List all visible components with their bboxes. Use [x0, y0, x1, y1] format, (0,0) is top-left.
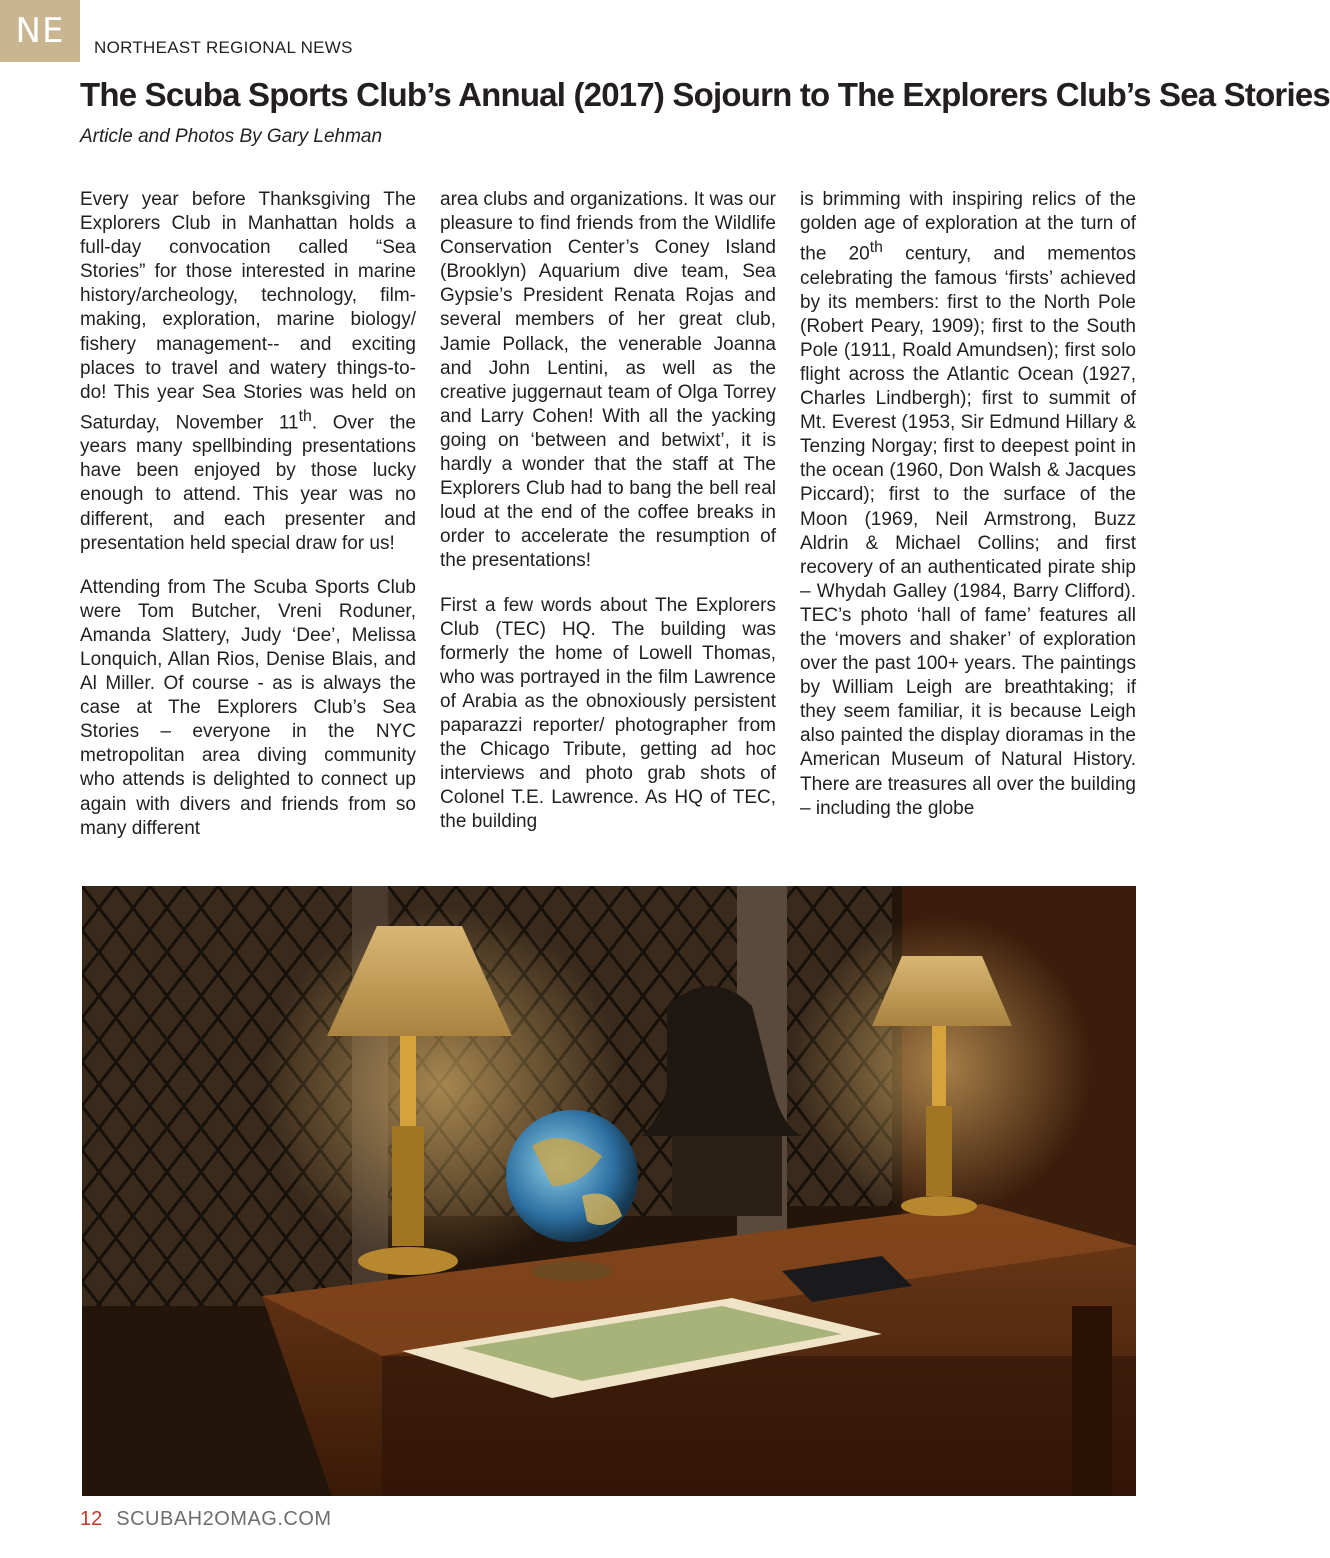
right-lamp-base: [901, 1196, 977, 1216]
left-lamp-base: [358, 1247, 458, 1275]
byline: Article and Photos By Gary Lehman: [80, 126, 383, 147]
paragraph: [80, 188, 416, 556]
paragraph: Attending from The Scuba Sports Club were Tom Butcher, Vreni Roduner, Amanda Slattery, Judy ‘Dee’, Melissa Lonquich, Allan Rios, Denise Blais, and Al Miller. Of course - as is always the case at The Explorers Club’s Sea Stories – everyone in the NYC metropolitan area diving community who attends is delighted to connect up again with divers and friends from so many different: [80, 576, 416, 839]
explorers-club-desk-photo: [82, 886, 1136, 1496]
ordinal-suffix: th: [869, 239, 883, 257]
site-url: SCUBAH2OMAG.COM: [116, 1508, 332, 1530]
text-column-1: [80, 188, 416, 861]
section-tab: NE: [0, 0, 80, 62]
page-footer: [80, 1508, 332, 1531]
text-column-2: [440, 188, 776, 854]
page-number: 12: [80, 1508, 103, 1530]
article-title: The Scuba Sports Club’s Annual (2017) Sojourn to The Explorers Club’s Sea Stories: [80, 76, 1330, 113]
text-run: . Over the years many spellbinding presentations have been enjoyed by those lucky enough to attend. This year was no different, and each presenter and presentation held special draw for us!: [80, 412, 416, 554]
photo-illustration: [82, 886, 1136, 1496]
ordinal-suffix: th: [298, 407, 312, 425]
text-column-3: [800, 188, 1136, 864]
carved-desk-leg: [1072, 1306, 1112, 1496]
text-run: is brimming with inspiring relics of the golden age of exploration at the turn of the 20: [800, 189, 1136, 265]
paragraph: [800, 188, 1136, 821]
paragraph: First a few words about The Explorers Club (TEC) HQ. The building was formerly the home of Lowell Thomas, who was portrayed in the film Lawrence of Arabia as the obnoxiously persistent paparazzi reporter/ photographer from the Chicago Tribute, getting ad hoc interviews and photo grab shots of Colonel T.E. Lawrence. As HQ of TEC, the building: [440, 594, 776, 833]
text-run: century, and mementos celebrating the famous ‘firsts’ achieved by its members: first to the North Pole (Robert Peary, 1909); first to the South Pole (1911, Roald Amundsen); first solo flight across the Atlantic Ocean (1927, Charles Lindbergh); first to summit of Mt. Everest (1953, Sir Edmund Hillary & Tenzing Norgay; first to deepest point in the ocean (1960, Don Walsh & Jacques Piccard); first to the surface of the Moon (1969, Neil Armstrong, Buzz Aldrin & Michael Collins; and first recovery of an authenticated pirate ship – Whydah Galley (1984, Barry Clifford). TEC’s photo ‘hall of fame’ features all the ‘movers and shaker’ of exploration over the past 100+ years. The paintings by William Leigh are breathtaking; if they seem familiar, it is because Leigh also painted the display dioramas in the American Museum of Natural History. There are treasures all over the building – including the globe: [800, 243, 1136, 819]
text-run: Every year before Thanksgiving The Explorers Club in Manhattan holds a full-day convocation called “Sea Stories” for those interested in marine history/archeology, technology, film-making, exploration, marine biology/ fishery management-- and exciting places to travel and watery things-to-do! This year Sea Stories was held on Saturday, November 11: [80, 189, 416, 434]
section-label: NORTHEAST REGIONAL NEWS: [94, 38, 353, 57]
paragraph: area clubs and organizations. It was our pleasure to find friends from the Wildlife Conservation Center’s Coney Island (Brooklyn) Aquarium dive team, Sea Gypsie’s President Renata Rojas and several members of her great club, Jamie Pollack, the venerable Joanna and John Lentini, as well as the creative juggernaut team of Olga Torrey and Larry Cohen! With all the yacking going on ‘between and betwixt’, it is hardly a wonder that the staff at The Explorers Club had to bang the bell real loud at the end of the coffee breaks in order to accelerate the resumption of the presentations!: [440, 189, 776, 572]
